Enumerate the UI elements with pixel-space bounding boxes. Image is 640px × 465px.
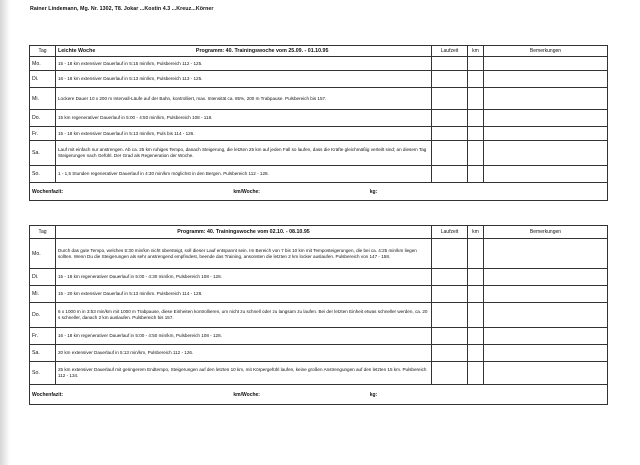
time-field[interactable]	[432, 328, 468, 345]
col-notes-header: Bemerkungen	[484, 46, 608, 57]
kg-label: kg:	[369, 188, 378, 195]
col-notes-header: Bemerkungen	[484, 226, 608, 239]
day-row	[30, 141, 608, 166]
kg-label: kg:	[369, 391, 378, 398]
time-field[interactable]	[432, 127, 468, 141]
day-plan: 15 - 18 km extensiver Dauerlauf in 5:13 min/km, Puls bis 114 - 126.	[56, 127, 432, 141]
day-row	[30, 239, 608, 269]
week-table-2	[29, 225, 608, 405]
km-field[interactable]	[468, 269, 484, 286]
km-field[interactable]	[468, 286, 484, 303]
col-time-header: Laufzeit	[432, 46, 468, 57]
time-field[interactable]	[432, 269, 468, 286]
notes-field[interactable]	[484, 239, 608, 269]
week-footer	[30, 385, 608, 405]
time-field[interactable]	[432, 345, 468, 362]
km-per-week-label: km/Woche:	[233, 391, 260, 398]
notes-field[interactable]	[484, 328, 608, 345]
day-label: Sa.	[30, 141, 56, 166]
week-title-cell	[56, 46, 432, 57]
km-field[interactable]	[468, 328, 484, 345]
week-table-1	[29, 45, 608, 201]
day-plan: 15 - 18 km regenerativer Dauerlauf in 5:00 - 4:30 min/km, Pulsbereich 108 - 128.	[56, 269, 432, 286]
col-time-header: Laufzeit	[432, 226, 468, 239]
km-field[interactable]	[468, 303, 484, 328]
day-plan: 15 km regenerativer Dauerlauf in 5:00 - 4:50 min/km, Pulsbereich 108 - 118.	[56, 110, 432, 127]
day-row	[30, 345, 608, 362]
day-row	[30, 328, 608, 345]
col-day-header: Tag	[30, 226, 56, 239]
time-field[interactable]	[432, 239, 468, 269]
week-title: Programm: 40. Trainingswoche vom 25.09. - 01.10.95	[195, 48, 329, 54]
day-row	[30, 57, 608, 71]
notes-field[interactable]	[484, 57, 608, 71]
day-plan: 6 x 1000 m in 3:53 min/km mit 1000 m Trabpause, diese Einheiten kontrollieren, um nicht zu schnell oder zu langsam zu laufen. Bei der letzten Einheit etwas schneller werden, ca. 20 s schneller, danach 2 km auslaufen. Pulsbereich bis 157.	[56, 303, 432, 328]
day-plan: 20 km extensiver Dauerlauf in 5:13 min/km, Pulsbereich 112 - 126.	[56, 345, 432, 362]
day-plan: Lockere Dauer 10 x 200 m Intervall-Läufe auf der Bahn, kontrolliert, max. Intensität ca. 85%, 200 m Trabpause. Pulsbereich bis 157.	[56, 88, 432, 110]
day-plan: Durch das gute Tempo, welches 5:30 min/km nicht übersteigt, soll dieser Lauf entspannt sein. Im Bereich von 7 bis 10 km mit Temposteigerungen, die bei ca. 4:25 min/km liegen sollten. Wenn Du die Steigerungen als sehr anstrengend empfindest, beende das Training, ansonsten die letzten 2 km locker auslaufen. Pulsbereich von 147 - 158.	[56, 239, 432, 269]
time-field[interactable]	[432, 166, 468, 183]
km-field[interactable]	[468, 239, 484, 269]
km-field[interactable]	[468, 88, 484, 110]
week-table-header	[30, 226, 608, 239]
weekly-summary-label: Wochenfazit:	[32, 188, 64, 195]
col-km-header: km	[468, 226, 484, 239]
notes-field[interactable]	[484, 166, 608, 183]
km-field[interactable]	[468, 71, 484, 88]
day-plan: 1 - 1,5 Stunden regenerativer Dauerlauf in 4:30 min/km möglichst in den Bergen. Pulsbereich 112 - 128.	[56, 166, 432, 183]
notes-field[interactable]	[484, 303, 608, 328]
km-per-week-label: km/Woche:	[233, 188, 260, 195]
week-footer	[30, 183, 608, 201]
day-label: Do.	[30, 110, 56, 127]
notes-field[interactable]	[484, 141, 608, 166]
col-week-label: Leichte Woche	[58, 48, 96, 54]
time-field[interactable]	[432, 141, 468, 166]
km-field[interactable]	[468, 110, 484, 127]
col-day-header: Tag	[30, 46, 56, 57]
day-row	[30, 88, 608, 110]
day-row	[30, 362, 608, 385]
day-row	[30, 127, 608, 141]
day-label: Fr.	[30, 328, 56, 345]
day-label: Fr.	[30, 127, 56, 141]
km-field[interactable]	[468, 345, 484, 362]
notes-field[interactable]	[484, 127, 608, 141]
day-label: Do.	[30, 303, 56, 328]
day-label: Sa.	[30, 345, 56, 362]
km-field[interactable]	[468, 57, 484, 71]
day-label: Mi.	[30, 88, 56, 110]
time-field[interactable]	[432, 71, 468, 88]
time-field[interactable]	[432, 286, 468, 303]
col-km-header: km	[468, 46, 484, 57]
day-plan: 15 - 20 km extensiver Dauerlauf in 5:13 min/km. Pulsbereich 114 - 128.	[56, 286, 432, 303]
document-header: Rainer Lindemann, Mg. Nr. 1302, T8. Jokar ...Kostin 4.3 ...Kreuz...Körner	[30, 6, 214, 12]
notes-field[interactable]	[484, 71, 608, 88]
day-row	[30, 71, 608, 88]
time-field[interactable]	[432, 110, 468, 127]
km-field[interactable]	[468, 362, 484, 385]
km-field[interactable]	[468, 166, 484, 183]
notes-field[interactable]	[484, 286, 608, 303]
day-row	[30, 286, 608, 303]
day-label: So.	[30, 166, 56, 183]
day-row	[30, 110, 608, 127]
week-table-header	[30, 46, 608, 57]
week-footer-cell	[30, 385, 608, 405]
time-field[interactable]	[432, 88, 468, 110]
day-label: Mo.	[30, 239, 56, 269]
day-label: Di.	[30, 269, 56, 286]
day-plan: 16 - 18 km extensiver Dauerlauf in 5:13 min/km, Pulsbereich 113 - 125.	[56, 71, 432, 88]
day-label: Mi.	[30, 286, 56, 303]
notes-field[interactable]	[484, 362, 608, 385]
week-footer-cell	[30, 183, 608, 201]
day-label: Mo.	[30, 57, 56, 71]
time-field[interactable]	[432, 57, 468, 71]
day-plan: Lauf mit einfach nur anstrengen. Ab ca. 25 km ruhiges Tempo, danach Steigerung, die letzten 25 km auf jeden Fall so laufen, dass die Kräfte gleichmäßig verteilt sind; an diesem Tag Steigerungen nach Gefühl. Der Grad als Regeneration der Woche.	[56, 141, 432, 166]
scan-edge-shadow	[0, 0, 10, 465]
notes-field[interactable]	[484, 110, 608, 127]
day-row	[30, 166, 608, 183]
notes-field[interactable]	[484, 345, 608, 362]
day-row	[30, 269, 608, 286]
notes-field[interactable]	[484, 88, 608, 110]
day-label: So.	[30, 362, 56, 385]
day-plan: 16 - 18 km regenerativer Dauerlauf in 5:00 - 4:50 min/km, Pulsbereich 108 - 128.	[56, 328, 432, 345]
time-field[interactable]	[432, 362, 468, 385]
week-title: Programm: 40. Trainingswoche vom 02.10. - 08.10.95	[56, 226, 432, 239]
km-field[interactable]	[468, 141, 484, 166]
notes-field[interactable]	[484, 269, 608, 286]
day-label: Di.	[30, 71, 56, 88]
time-field[interactable]	[432, 303, 468, 328]
weekly-summary-label: Wochenfazit:	[32, 391, 64, 398]
day-row	[30, 303, 608, 328]
day-plan: 25 km extensiver Dauerlauf mit geringerem Endtempo, Steigerungen auf den letzten 10 km, mit Körpergefühl laufen, keine großen Anstrengungen auf den letzten 15 km. Pulsbereich 112 - 134.	[56, 362, 432, 385]
km-field[interactable]	[468, 127, 484, 141]
day-plan: 15 - 18 km extensiver Dauerlauf in 5:15 min/km, Pulsbereich 112 - 125.	[56, 57, 432, 71]
